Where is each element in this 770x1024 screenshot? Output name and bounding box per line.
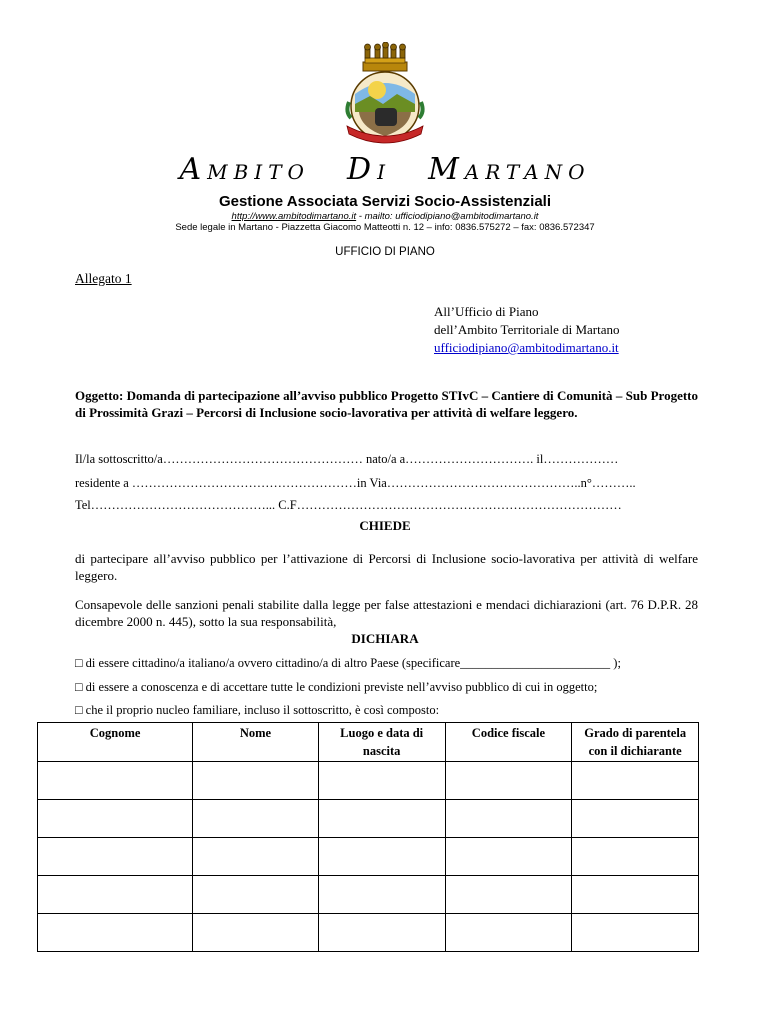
table-cell[interactable] xyxy=(38,762,193,800)
table-row xyxy=(38,914,699,952)
table-cell[interactable] xyxy=(572,762,699,800)
allegato-label: Allegato 1 xyxy=(75,271,132,286)
header-luogo-data: Luogo e data di nascita xyxy=(318,723,445,762)
table-cell[interactable] xyxy=(193,876,319,914)
table-cell[interactable] xyxy=(193,914,319,952)
table-cell[interactable] xyxy=(38,838,193,876)
mailto-text: - mailto: ufficiodipiano@ambitodimartano.it xyxy=(356,211,539,222)
checkbox-item-cittadinanza[interactable]: □ di essere cittadino/a italiano/a ovvero cittadino/a di altro Paese (specificare________________________ ); xyxy=(75,656,621,670)
header-nome: Nome xyxy=(193,723,319,762)
table-cell[interactable] xyxy=(445,876,572,914)
table-cell[interactable] xyxy=(572,838,699,876)
table-cell[interactable] xyxy=(318,762,445,800)
table-cell[interactable] xyxy=(445,838,572,876)
table-row xyxy=(38,838,699,876)
form-line-name: Il/la sottoscritto/a………………………………………… nato/a a…………………………. il……………… xyxy=(75,452,619,466)
address-line-2: dell’Ambito Territoriale di Martano xyxy=(434,322,620,337)
address-email-link[interactable]: ufficiodipiano@ambitodimartano.it xyxy=(434,340,619,355)
header-cognome: Cognome xyxy=(38,723,193,762)
chiede-heading: CHIEDE xyxy=(359,518,411,533)
sede-legale: Sede legale in Martano - Piazzetta Giacomo Matteotti n. 12 – info: 0836.575272 – fax: 0836.572347 xyxy=(175,222,595,233)
website-link[interactable]: http://www.ambitodimartano.it xyxy=(231,211,357,222)
table-cell[interactable] xyxy=(572,876,699,914)
table-row xyxy=(38,762,699,800)
table-row xyxy=(38,800,699,838)
table-cell[interactable] xyxy=(572,914,699,952)
table-cell[interactable] xyxy=(445,800,572,838)
table-cell[interactable] xyxy=(193,762,319,800)
ambito-word-3: MARTANO xyxy=(428,152,591,187)
table-cell[interactable] xyxy=(193,838,319,876)
form-line-address: residente a ………………………………………………in Via………………………………………..n°……….. xyxy=(75,476,636,490)
recipient-address xyxy=(434,303,620,357)
checkbox-item-condizioni[interactable]: □ di essere a conoscenza e di accettare tutte le condizioni previste nell’avviso pubblico di cui in oggetto; xyxy=(75,680,598,694)
contact-links xyxy=(0,211,770,222)
table-header-row xyxy=(38,723,699,762)
ambito-word-1: AMBITO xyxy=(179,152,310,187)
consapevole-text: Consapevole delle sanzioni penali stabilite dalla legge per false attestazioni e mendaci dichiarazioni (art. 76 D.P.R. 28 dicembre 2000 n. 445), sotto la sua responsabilità, xyxy=(75,597,698,629)
ambito-word-2: DI xyxy=(347,152,391,187)
family-table xyxy=(37,722,699,952)
header-grado-parentela: Grado di parentela con il dichiarante xyxy=(572,723,699,762)
emblem-icon xyxy=(347,72,423,143)
table-cell[interactable] xyxy=(38,800,193,838)
form-line-contact: Tel……………………………………... C.F…………………………………………………………………… xyxy=(75,498,622,512)
subtitle: Gestione Associata Servizi Socio-Assistenziali xyxy=(218,193,552,210)
table-cell[interactable] xyxy=(572,800,699,838)
dichiara-heading: DICHIARA xyxy=(351,631,419,646)
table-cell[interactable] xyxy=(445,914,572,952)
crown-icon xyxy=(363,42,407,71)
table-cell[interactable] xyxy=(318,914,445,952)
table-cell[interactable] xyxy=(318,800,445,838)
oggetto-paragraph: Oggetto: Domanda di partecipazione all’avviso pubblico Progetto STIvC – Cantiere di Comunità – Sub Progetto di Prossimità Grazi – Percorsi di Inclusione socio-lavorativa per attività di welfare leggero. xyxy=(75,388,698,420)
chiede-text: di partecipare all’avviso pubblico per l’attivazione di Percorsi di Inclusione socio-lavorativa per attività di welfare leggero. xyxy=(75,551,698,583)
table-cell[interactable] xyxy=(318,876,445,914)
address-line-1: All’Ufficio di Piano xyxy=(434,304,539,319)
table-cell[interactable] xyxy=(445,762,572,800)
table-row xyxy=(38,876,699,914)
header-codice-fiscale: Codice fiscale xyxy=(445,723,572,762)
ambito-logo xyxy=(325,42,445,152)
checkbox-item-nucleo[interactable]: □ che il proprio nucleo familiare, incluso il sottoscritto, è così composto: xyxy=(75,703,440,717)
table-cell[interactable] xyxy=(318,838,445,876)
table-cell[interactable] xyxy=(38,914,193,952)
table-cell[interactable] xyxy=(38,876,193,914)
ambito-title xyxy=(0,152,770,187)
ufficio-di-piano: UFFICIO DI PIANO xyxy=(335,246,435,258)
table-cell[interactable] xyxy=(193,800,319,838)
